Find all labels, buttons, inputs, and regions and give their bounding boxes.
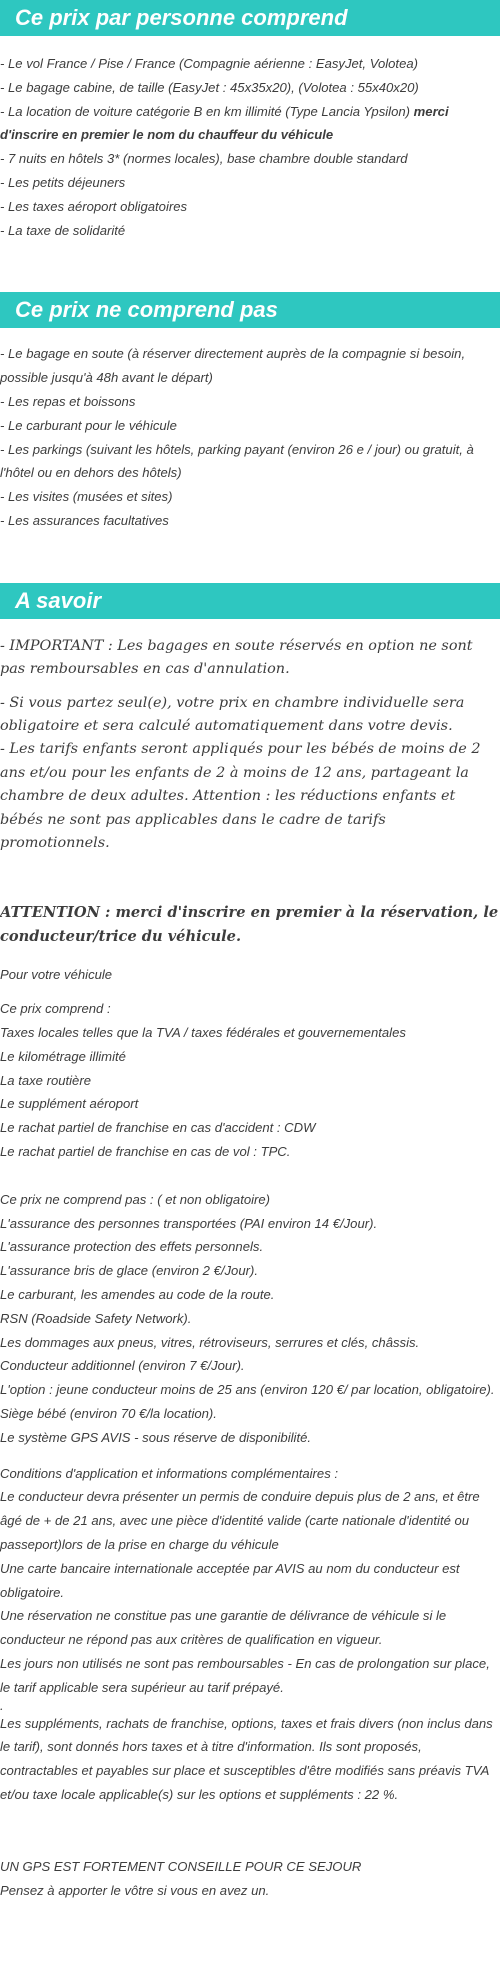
list-item: L'assurance protection des effets personnels.: [0, 1239, 264, 1255]
section-title-not-included: Ce prix ne comprend pas: [0, 292, 500, 328]
not-included-list: [0, 328, 500, 532]
list-item: La taxe routière: [0, 1072, 91, 1088]
list-item: Les dommages aux pneus, vitres, rétroviseurs, serrures et clés, châssis.: [0, 1334, 420, 1350]
vehicle-includes-title: Ce prix comprend :: [0, 1001, 111, 1017]
gps-title: UN GPS EST FORTEMENT CONSEILLE POUR CE SEJOUR: [0, 1858, 362, 1874]
list-item: - Le vol France / Pise / France (Compagnie aérienne : EasyJet, Volotea): [0, 56, 418, 71]
list-item: Le système GPS AVIS - sous réserve de disponibilité.: [0, 1429, 312, 1445]
list-item: Conducteur additionnel (environ 7 €/Jour).: [0, 1358, 245, 1374]
vehicle-info: [0, 963, 500, 1902]
single-room-note: - Si vous partez seul(e), votre prix en chambre individuelle sera obligatoire et sera calculé automatiquement dans votre devis.: [0, 694, 465, 734]
list-item: - Le carburant pour le véhicule: [0, 417, 177, 433]
list-item: [0, 100, 500, 148]
attention-note: ATTENTION : merci d'inscrire en premier à la réservation, le conducteur/trice du véhicule.: [0, 904, 499, 946]
list-item: - 7 nuits en hôtels 3* (normes locales), base chambre double standard: [0, 151, 408, 167]
spacer: [0, 242, 500, 292]
section-not-included: [0, 292, 500, 532]
list-item: .: [0, 1697, 4, 1713]
notes-block: [0, 619, 500, 856]
list-item: - Le bagage cabine, de taille (EasyJet : 45x35x20), (Volotea : 55x40x20): [0, 79, 419, 95]
list-item: Le rachat partiel de franchise en cas d'accident : CDW: [0, 1120, 316, 1136]
list-item: - Les repas et boissons: [0, 393, 136, 409]
section-title-good-to-know: A savoir: [0, 583, 500, 619]
list-item: - La taxe de solidarité: [0, 222, 126, 238]
important-note: - IMPORTANT : Les bagages en soute réservés en option ne sont pas remboursables en cas d'annulation.: [0, 637, 473, 678]
list-item: - Le bagage en soute (à réserver directement auprès de la compagnie si besoin, possible jusqu'à 48h avant le départ): [0, 346, 466, 386]
vehicle-excludes-title: Ce prix ne comprend pas : ( et non obligatoire): [0, 1191, 271, 1207]
list-item: - Les petits déjeuners: [0, 174, 126, 190]
list-item: Le conducteur devra présenter un permis de conduire depuis plus de 2 ans, et être âgé de + de 21 ans, avec une pièce d'identité valide (carte nationale d'identité ou passeport)lors de la prise en charge du véhicule: [0, 1489, 480, 1552]
included-list: [0, 36, 500, 242]
list-item: - Les assurances facultatives: [0, 512, 169, 528]
list-item: L'option : jeune conducteur moins de 25 ans (environ 120 €/ par location, obligatoire).: [0, 1382, 495, 1398]
list-item: - Les visites (musées et sites): [0, 489, 173, 505]
list-item: - Les parkings (suivant les hôtels, parking payant (environ 26 e / jour) ou gratuit, à l'hôtel ou en dehors des hôtels): [0, 441, 474, 481]
children-note: - Les tarifs enfants seront appliqués pour les bébés de moins de 2 ans et/ou pour les enfants de 2 à moins de 12 ans, partageant la chambre de deux adultes. Attention : les réductions enfants et bébés ne sont pas applicables dans le cadre de tarifs promotionnels.: [0, 741, 481, 851]
list-item: Une carte bancaire internationale acceptée par AVIS au nom du conducteur est obligatoire.: [0, 1560, 460, 1600]
car-driver-note: merci d'inscrire en premier le nom du chauffeur du véhicule: [0, 103, 449, 143]
list-item: RSN (Roadside Safety Network).: [0, 1310, 192, 1326]
gps-note: Pensez à apporter le vôtre si vous en avez un.: [0, 1882, 270, 1898]
vehicle-intro: Pour votre véhicule: [0, 967, 113, 983]
list-item: L'assurance des personnes transportées (PAI environ 14 €/Jour).: [0, 1215, 378, 1231]
spacer: [0, 533, 500, 583]
conditions-title: Conditions d'application et informations complémentaires :: [0, 1465, 339, 1481]
section-title-included: Ce prix par personne comprend: [0, 0, 500, 36]
list-item: - Les taxes aéroport obligatoires: [0, 198, 188, 214]
list-item: Taxes locales telles que la TVA / taxes fédérales et gouvernementales: [0, 1025, 406, 1040]
car-rental-text: - La location de voiture catégorie B en km illimité (Type Lancia Ypsilon): [0, 103, 414, 119]
list-item: Les jours non utilisés ne sont pas remboursables - En cas de prolongation sur place, le tarif applicable sera supérieur au tarif prépayé.: [0, 1655, 490, 1695]
list-item: Le supplément aéroport: [0, 1096, 139, 1112]
list-item: Les suppléments, rachats de franchise, options, taxes et frais divers (non inclus dans le tarif), sont donnés hors taxes et à titre d'information. Ils sont proposés, contractables et payables sur place et susceptibles d'être modifiés sans préavis TVA et/ou taxe locale applicable(s) sur les options et suppléments : 22 %.: [0, 1715, 493, 1802]
list-item: L'assurance bris de glace (environ 2 €/Jour).: [0, 1263, 258, 1279]
list-item: Le kilométrage illimité: [0, 1048, 126, 1064]
list-item: Siège bébé (environ 70 €/la location).: [0, 1405, 217, 1421]
section-included: [0, 0, 500, 242]
section-good-to-know: [0, 583, 500, 1903]
list-item: Le rachat partiel de franchise en cas de vol : TPC.: [0, 1143, 291, 1159]
list-item: Le carburant, les amendes au code de la route.: [0, 1286, 275, 1302]
list-item: Une réservation ne constitue pas une garantie de délivrance de véhicule si le conducteur ne répond pas aux critères de qualification en vigueur.: [0, 1608, 447, 1648]
